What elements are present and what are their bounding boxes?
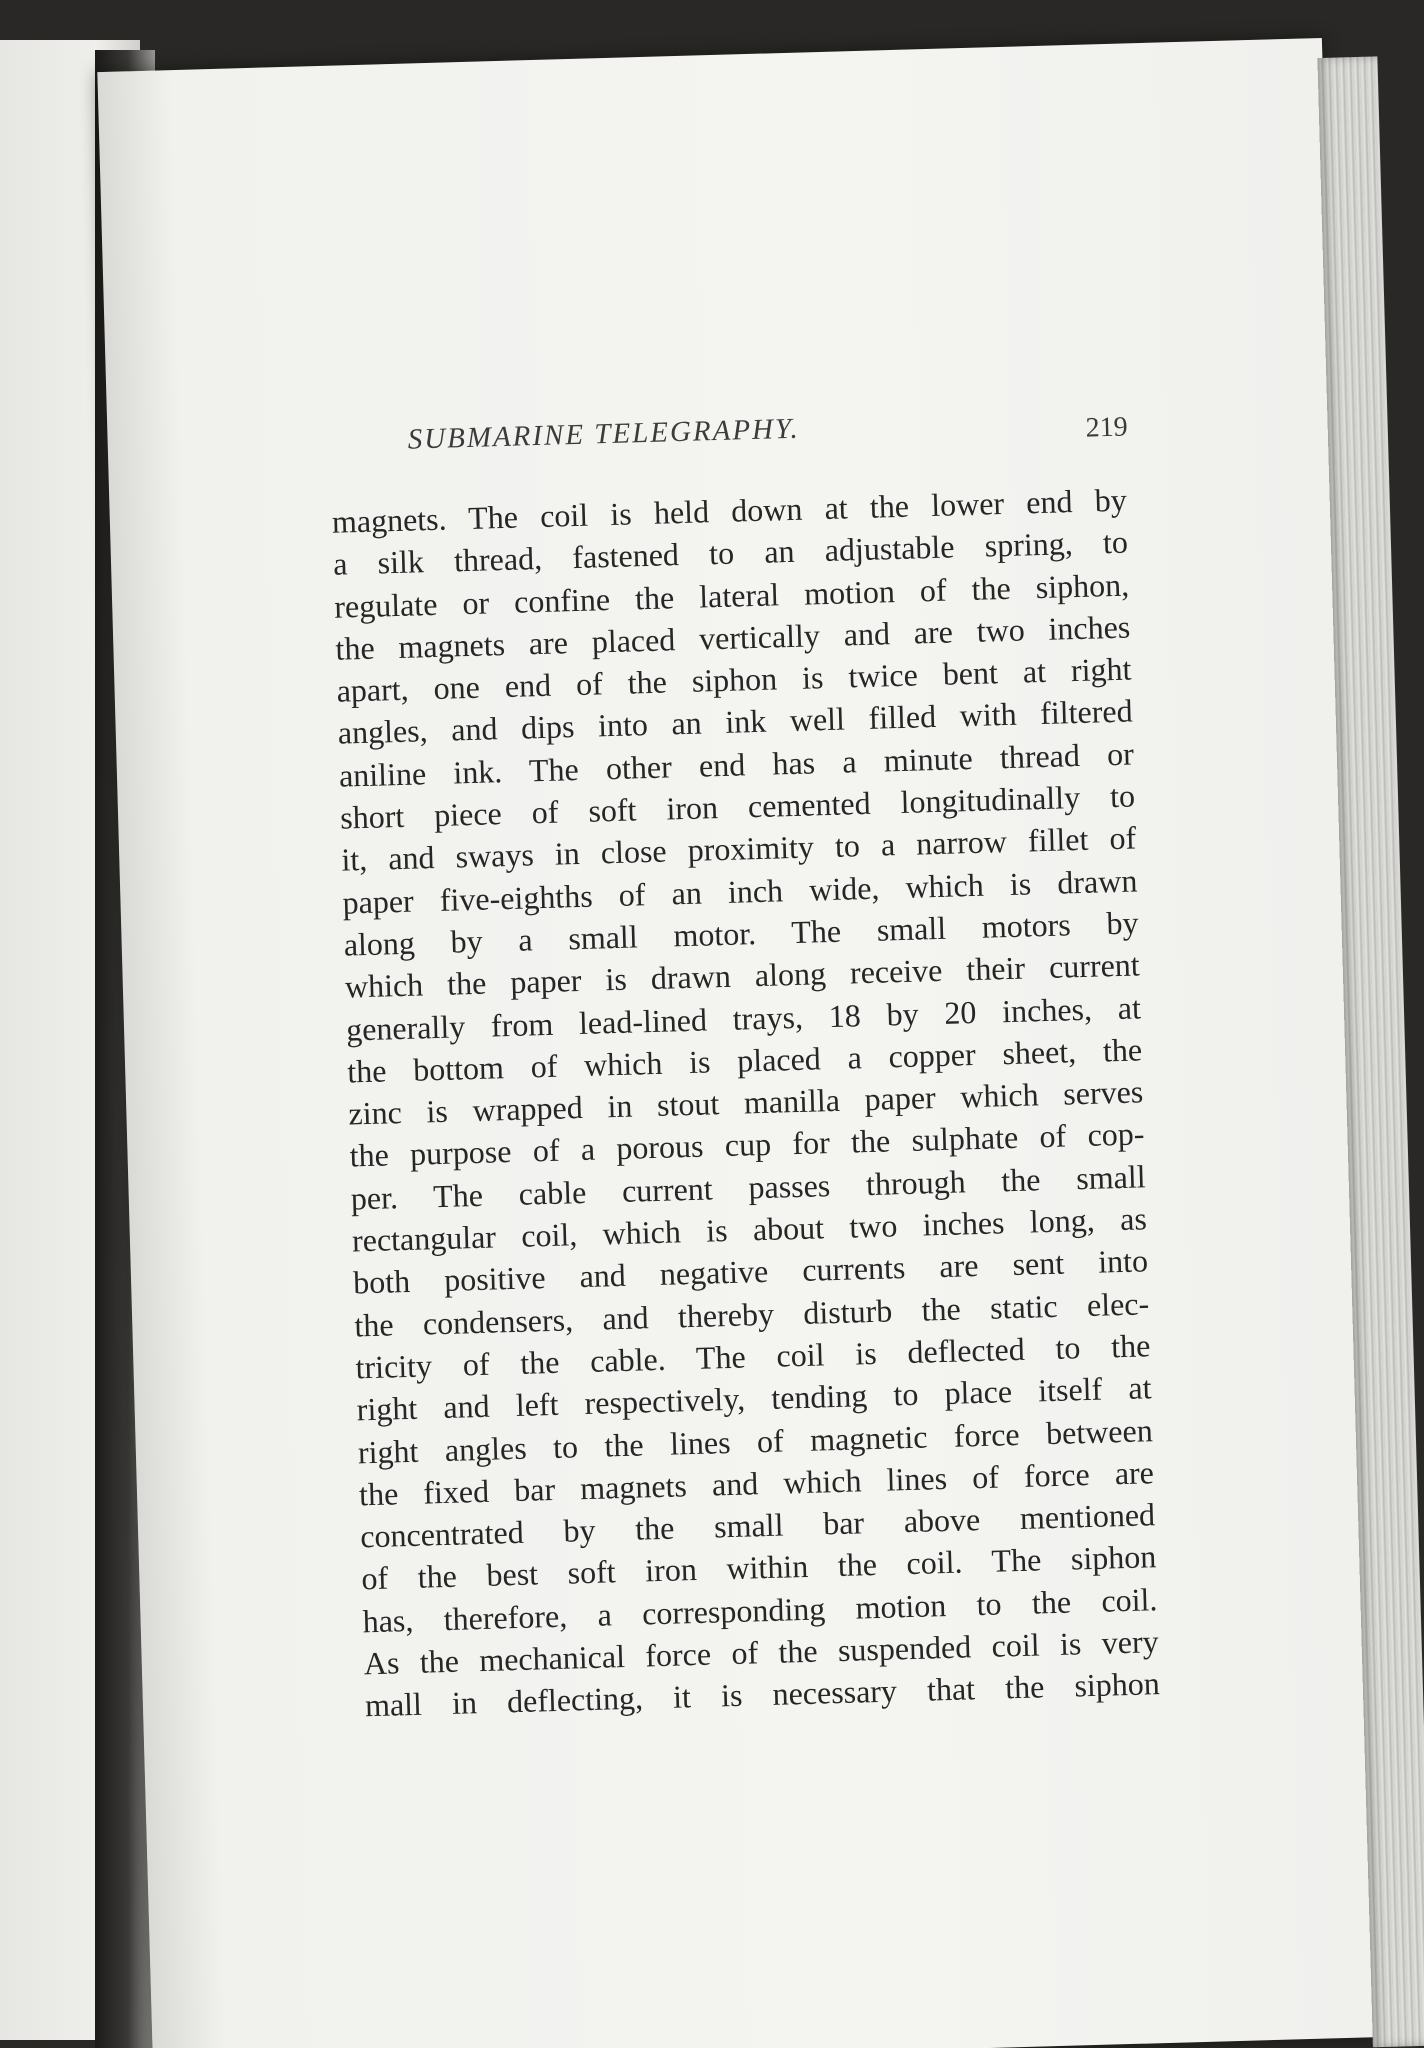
running-title: SUBMARINE TELEGRAPHY. bbox=[407, 412, 801, 456]
text-line: generally from lead-lined trays, 18 by 20 inches, at bbox=[345, 988, 1142, 1048]
text-line: mall in deflecting, it is necessary that the siphon bbox=[364, 1665, 1161, 1724]
text-line: the bottom of which is placed a copper sheet, the bbox=[346, 1031, 1143, 1090]
text-line: has, therefore, a corresponding motion to the coil. bbox=[362, 1580, 1158, 1640]
text-line: concentrated by the small bar above mentioned bbox=[359, 1496, 1156, 1555]
text-line: the condensers, and thereby disturb the static elec- bbox=[353, 1284, 1150, 1344]
page-number: 219 bbox=[1085, 411, 1129, 444]
text-line: the magnets are placed vertically and are two inches bbox=[334, 608, 1131, 667]
text-line: a silk thread, fastened to an adjustable spring, to bbox=[332, 523, 1129, 583]
text-line: right angles to the lines of magnetic force between bbox=[357, 1411, 1154, 1470]
body-text bbox=[331, 479, 1160, 1727]
text-line: both positive and negative currents are sent into bbox=[352, 1242, 1149, 1301]
text-line: it, and sways in close proximity to a narrow fillet of bbox=[340, 819, 1137, 879]
text-line: aniline ink. The other end has a minute thread or bbox=[338, 735, 1135, 794]
text-line: right and left respectively, tending to place itself at bbox=[356, 1369, 1152, 1428]
text-line: the fixed bar magnets and which lines of force are bbox=[358, 1454, 1155, 1513]
running-head bbox=[407, 404, 1128, 474]
text-line: regulate or confine the lateral motion of the siphon, bbox=[333, 566, 1130, 625]
text-line: rectangular coil, which is about two inches long, as bbox=[351, 1200, 1148, 1259]
text-line: of the best soft iron within the coil. The siphon bbox=[360, 1538, 1157, 1597]
text-line: along by a small motor. The small motors by bbox=[343, 904, 1139, 963]
text-line: As the mechanical force of the suspended coil is very bbox=[363, 1623, 1160, 1682]
text-line: short piece of soft iron cemented longitudinally to bbox=[339, 777, 1136, 836]
text-line: magnets. The coil is held down at the lower end by bbox=[331, 481, 1128, 540]
text-line: zinc is wrapped in stout manilla paper which serves bbox=[347, 1073, 1144, 1132]
page-edges bbox=[1317, 56, 1424, 2047]
right-page bbox=[97, 38, 1377, 2048]
text-line: the purpose of a porous cup for the sulphate of cop- bbox=[349, 1115, 1145, 1174]
text-line: which the paper is drawn along receive their current bbox=[344, 946, 1141, 1005]
text-line: tricity of the cable. The coil is deflected to the bbox=[355, 1327, 1151, 1386]
text-line: per. The cable current passes through the small bbox=[350, 1158, 1147, 1217]
text-line: apart, one end of the siphon is twice bent at right bbox=[336, 650, 1132, 709]
text-line: angles, and dips into an ink well filled with filtered bbox=[337, 692, 1134, 752]
text-line: paper five-eighths of an inch wide, which is drawn bbox=[342, 862, 1138, 921]
